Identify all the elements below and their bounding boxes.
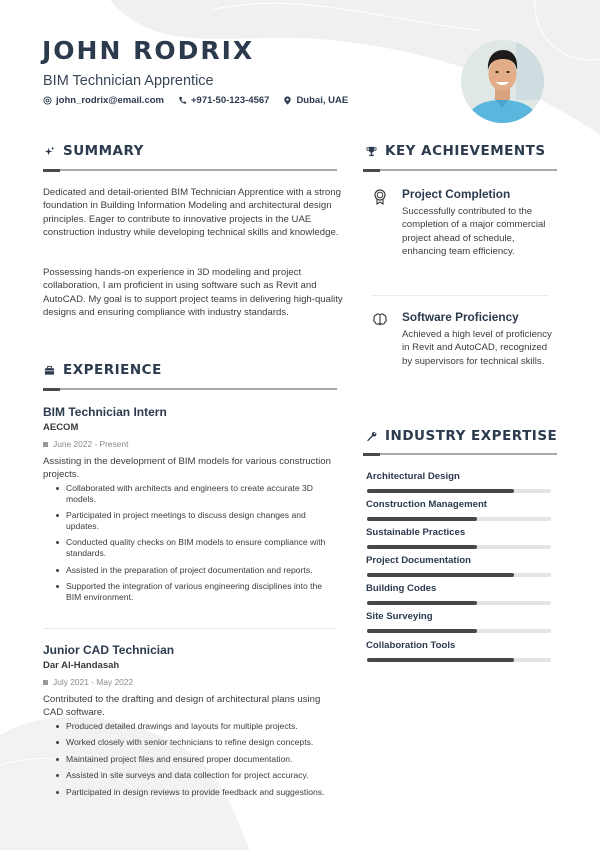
- job-dates-text: July 2021 - May 2022: [53, 677, 134, 687]
- location-pin-icon: [283, 96, 292, 105]
- skill-bar-track: [367, 573, 551, 577]
- skill-name: Site Surveying: [366, 611, 433, 622]
- skill-bar-track: [367, 629, 551, 633]
- location-text: Dubai, UAE: [296, 95, 349, 106]
- skill-item: [366, 611, 552, 622]
- job-dates-text: June 2022 - Present: [53, 439, 129, 449]
- achievement-item: [372, 187, 557, 277]
- job-bullets: [43, 483, 338, 603]
- summary-heading-text: SUMMARY: [63, 143, 144, 159]
- job-separator: [44, 628, 336, 629]
- achievement-separator: [372, 295, 548, 296]
- job-bullet: Assisted in the preparation of project documentation and reports.: [66, 565, 338, 576]
- skill-bar-fill: [367, 489, 514, 493]
- experience-heading-text: EXPERIENCE: [63, 362, 162, 378]
- calendar-icon: [43, 680, 48, 685]
- email-text: john_rodrix@email.com: [56, 95, 164, 106]
- achievements-heading-text: KEY ACHIEVEMENTS: [385, 143, 546, 159]
- skill-name: Construction Management: [366, 499, 487, 510]
- skill-name: Building Codes: [366, 583, 437, 594]
- achievement-text: Achieved a high level of proficiency in Revit and AutoCAD, recognized by supervisors for technical skills.: [402, 329, 552, 367]
- job-bullet: Produced detailed drawings and layouts for multiple projects.: [66, 721, 338, 732]
- skill-name: Collaboration Tools: [366, 640, 456, 651]
- job-role: Junior CAD Technician: [43, 643, 175, 657]
- job-bullet: Conducted quality checks on BIM models to ensure compliance with standards.: [66, 537, 338, 559]
- skill-bar-fill: [367, 601, 477, 605]
- job-dates: [43, 677, 338, 687]
- briefcase-icon: [44, 365, 55, 376]
- phone-icon: [178, 96, 187, 105]
- job-bullets: [43, 721, 338, 797]
- skill-bar-fill: [367, 658, 514, 662]
- summary-heading: [44, 143, 144, 159]
- skill-item: [366, 555, 552, 566]
- award-ribbon-icon: [372, 189, 388, 205]
- skill-bar-fill: [367, 517, 477, 521]
- skill-bar-track: [367, 489, 551, 493]
- expertise-divider: [363, 453, 557, 455]
- wrench-icon: [366, 431, 377, 442]
- expertise-heading-text: INDUSTRY EXPERTISE: [385, 428, 558, 444]
- job-bullet: Maintained project files and ensured proper documentation.: [66, 754, 338, 765]
- job-company: Dar Al-Handasah: [43, 660, 120, 671]
- experience-heading: [44, 362, 162, 378]
- job-bullet: Participated in project meetings to discuss design changes and updates.: [66, 510, 338, 532]
- job-bullet: Collaborated with architects and engineers to create accurate 3D models.: [66, 483, 338, 505]
- job-description: Assisting in the development of BIM models for various construction projects.: [43, 456, 331, 480]
- job-entry: [43, 643, 338, 803]
- at-icon: [43, 96, 52, 105]
- sparkle-icon: [44, 146, 55, 157]
- phone-text: +971-50-123-4567: [190, 95, 270, 106]
- candidate-name: JOHN RODRIX: [42, 36, 255, 65]
- skill-item: [366, 471, 552, 482]
- skill-bar-fill: [367, 545, 477, 549]
- contact-info: [43, 95, 348, 106]
- skill-name: Architectural Design: [366, 471, 460, 482]
- calendar-icon: [43, 442, 48, 447]
- achievement-title: Software Proficiency: [402, 310, 519, 324]
- skill-name: Project Documentation: [366, 555, 472, 566]
- job-bullet: Worked closely with senior technicians to refine design concepts.: [66, 737, 338, 748]
- contact-phone[interactable]: [178, 95, 269, 106]
- skill-bar-track: [367, 601, 551, 605]
- skill-bar-track: [367, 517, 551, 521]
- achievement-item: [372, 310, 557, 390]
- job-bullet: Assisted in site surveys and data collection for project accuracy.: [66, 770, 338, 781]
- summary-divider: [43, 169, 337, 171]
- job-company: AECOM: [43, 422, 79, 433]
- skill-name: Sustainable Practices: [366, 527, 466, 538]
- skill-item: [366, 527, 552, 538]
- skill-bar-fill: [367, 629, 477, 633]
- skill-bar-fill: [367, 573, 514, 577]
- job-entry: [43, 405, 338, 608]
- job-description: Contributed to the drafting and design of architectural plans using CAD software.: [43, 694, 321, 718]
- candidate-title: BIM Technician Apprentice: [43, 73, 214, 89]
- skill-item: [366, 583, 552, 594]
- experience-divider: [43, 388, 337, 390]
- job-dates: [43, 439, 338, 449]
- job-bullet: Participated in design reviews to provide feedback and suggestions.: [66, 787, 338, 798]
- achievement-text: Successfully contributed to the completion of a major commercial project ahead of schedule, enhancing team efficiency.: [402, 206, 546, 258]
- achievements-divider: [363, 169, 557, 171]
- achievements-heading: [366, 143, 546, 159]
- trophy-icon: [366, 146, 377, 157]
- skill-item: [366, 499, 552, 510]
- skill-bar-track: [367, 545, 551, 549]
- skill-item: [366, 640, 552, 651]
- contact-email[interactable]: [43, 95, 164, 106]
- summary-paragraph-2: Possessing hands-on experience in 3D modeling and project collaboration, I am proficient in using software such as Revit and AutoCAD. My goal is to support project teams in delivering high-quality designs and ensuring compliance with industry standards.: [43, 267, 343, 319]
- job-role: BIM Technician Intern: [43, 405, 167, 419]
- skill-bar-track: [367, 658, 551, 662]
- profile-photo: [461, 40, 544, 123]
- summary-paragraph-1: Dedicated and detail-oriented BIM Technician Apprentice with a strong foundation in Building Information Modeling and architectural design principles. Eager to contribute to innovative projects in the UAE construction industry while developing technical skills and knowledge.: [43, 187, 341, 239]
- contact-location: [283, 95, 348, 106]
- expertise-heading: [366, 428, 557, 444]
- brain-icon: [372, 312, 388, 328]
- achievement-title: Project Completion: [402, 187, 511, 201]
- job-bullet: Supported the integration of various engineering disciplines into the BIM environment.: [66, 581, 338, 603]
